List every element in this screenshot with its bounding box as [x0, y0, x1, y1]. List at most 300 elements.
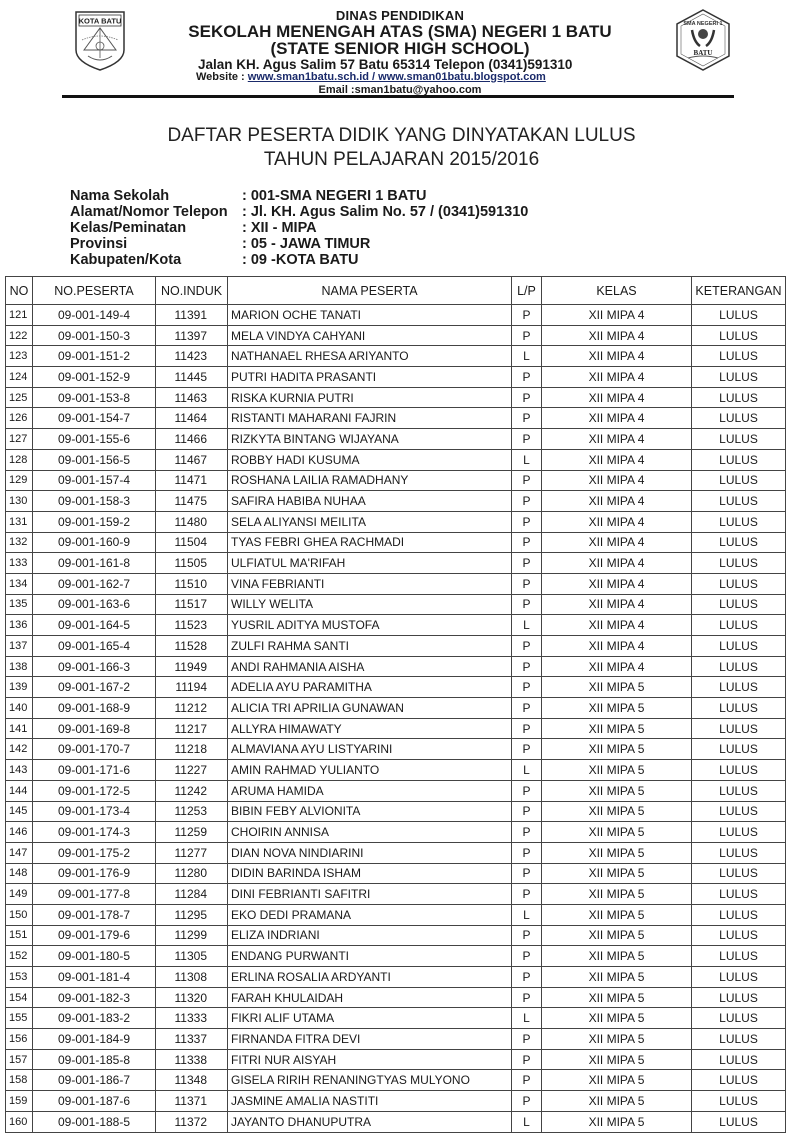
cell-kelas: XII MIPA 5: [542, 904, 692, 925]
cell-nama-peserta: RISTANTI MAHARANI FAJRIN: [228, 408, 512, 429]
info-value: : Jl. KH. Agus Salim No. 57 / (0341)591310: [242, 204, 529, 220]
info-value: : 05 - JAWA TIMUR: [242, 236, 371, 252]
cell-nama-peserta: ENDANG PURWANTI: [228, 946, 512, 967]
cell-kelas: XII MIPA 5: [542, 760, 692, 781]
cell-no-peserta: 09-001-188-5: [33, 1111, 156, 1132]
cell-no: 121: [6, 305, 33, 326]
cell-keterangan: LULUS: [692, 615, 786, 636]
table-row: [6, 511, 786, 532]
cell-no: 160: [6, 1111, 33, 1132]
cell-no-induk: 11391: [156, 305, 228, 326]
cell-no-peserta: 09-001-179-6: [33, 925, 156, 946]
cell-no: 134: [6, 573, 33, 594]
cell-no: 125: [6, 387, 33, 408]
cell-nama-peserta: YUSRIL ADITYA MUSTOFA: [228, 615, 512, 636]
cell-no: 155: [6, 1008, 33, 1029]
cell-no-induk: 11505: [156, 553, 228, 574]
info-row: [70, 188, 528, 204]
column-header-keterangan: KETERANGAN: [692, 277, 786, 305]
table-row: [6, 429, 786, 450]
cell-keterangan: LULUS: [692, 594, 786, 615]
cell-no: 139: [6, 677, 33, 698]
cell-lp: P: [512, 532, 542, 553]
cell-no-induk: 11467: [156, 449, 228, 470]
cell-nama-peserta: FIKRI ALIF UTAMA: [228, 1008, 512, 1029]
cell-no-induk: 11295: [156, 904, 228, 925]
info-label: Kabupaten/Kota: [70, 252, 182, 268]
cell-no-induk: 11348: [156, 1070, 228, 1091]
cell-kelas: XII MIPA 5: [542, 677, 692, 698]
cell-lp: P: [512, 967, 542, 988]
cell-lp: P: [512, 594, 542, 615]
table-row: [6, 863, 786, 884]
table-row: [6, 739, 786, 760]
cell-kelas: XII MIPA 5: [542, 822, 692, 843]
cell-no-induk: 11305: [156, 946, 228, 967]
school-name: SEKOLAH MENENGAH ATAS (SMA) NEGERI 1 BATU: [188, 22, 612, 41]
cell-nama-peserta: AMIN RAHMAD YULIANTO: [228, 760, 512, 781]
table-row: [6, 532, 786, 553]
cell-no-induk: 11227: [156, 760, 228, 781]
cell-no-induk: 11218: [156, 739, 228, 760]
cell-keterangan: LULUS: [692, 863, 786, 884]
cell-keterangan: LULUS: [692, 946, 786, 967]
column-header-no: NO: [6, 277, 33, 305]
cell-no-peserta: 09-001-158-3: [33, 491, 156, 512]
cell-no-peserta: 09-001-175-2: [33, 842, 156, 863]
cell-no-peserta: 09-001-162-7: [33, 573, 156, 594]
cell-nama-peserta: ZULFI RAHMA SANTI: [228, 636, 512, 657]
cell-keterangan: LULUS: [692, 532, 786, 553]
school-info: [70, 188, 528, 268]
info-label: Provinsi: [70, 236, 128, 252]
cell-no-induk: 11464: [156, 408, 228, 429]
cell-keterangan: LULUS: [692, 1091, 786, 1112]
cell-nama-peserta: MARION OCHE TANATI: [228, 305, 512, 326]
cell-no: 131: [6, 511, 33, 532]
cell-no-peserta: 09-001-180-5: [33, 946, 156, 967]
cell-no-peserta: 09-001-171-6: [33, 760, 156, 781]
cell-nama-peserta: ROBBY HADI KUSUMA: [228, 449, 512, 470]
cell-lp: L: [512, 904, 542, 925]
cell-lp: L: [512, 615, 542, 636]
info-row: [70, 236, 528, 252]
cell-no: 151: [6, 925, 33, 946]
cell-keterangan: LULUS: [692, 967, 786, 988]
cell-no: 145: [6, 801, 33, 822]
cell-no: 141: [6, 718, 33, 739]
table-body: [6, 305, 786, 1133]
cell-kelas: XII MIPA 4: [542, 367, 692, 388]
cell-no-induk: 11463: [156, 387, 228, 408]
cell-keterangan: LULUS: [692, 1029, 786, 1050]
cell-keterangan: LULUS: [692, 884, 786, 905]
cell-no-induk: 11194: [156, 677, 228, 698]
cell-kelas: XII MIPA 5: [542, 987, 692, 1008]
cell-no-peserta: 09-001-169-8: [33, 718, 156, 739]
cell-nama-peserta: SELA ALIYANSI MEILITA: [228, 511, 512, 532]
cell-nama-peserta: NATHANAEL RHESA ARIYANTO: [228, 346, 512, 367]
table-row: [6, 884, 786, 905]
cell-nama-peserta: FARAH KHULAIDAH: [228, 987, 512, 1008]
cell-kelas: XII MIPA 5: [542, 925, 692, 946]
cell-kelas: XII MIPA 4: [542, 511, 692, 532]
cell-no: 126: [6, 408, 33, 429]
website-label: Website :: [196, 70, 245, 83]
cell-keterangan: LULUS: [692, 739, 786, 760]
cell-kelas: XII MIPA 5: [542, 1029, 692, 1050]
title-line-1: DAFTAR PESERTA DIDIK YANG DINYATAKAN LULUS: [167, 125, 636, 146]
cell-no-induk: 11371: [156, 1091, 228, 1112]
cell-no-induk: 11517: [156, 594, 228, 615]
cell-keterangan: LULUS: [692, 511, 786, 532]
cell-kelas: XII MIPA 4: [542, 470, 692, 491]
school-email: Email :sman1batu@yahoo.com: [318, 83, 482, 96]
cell-keterangan: LULUS: [692, 429, 786, 450]
graduates-table: [5, 276, 786, 1133]
table-row: [6, 1111, 786, 1132]
cell-no: 156: [6, 1029, 33, 1050]
table-row: [6, 780, 786, 801]
cell-no-peserta: 09-001-183-2: [33, 1008, 156, 1029]
title-line-2: TAHUN PELAJARAN 2015/2016: [263, 149, 540, 170]
cell-nama-peserta: VINA FEBRIANTI: [228, 573, 512, 594]
cell-kelas: XII MIPA 4: [542, 553, 692, 574]
cell-kelas: XII MIPA 4: [542, 573, 692, 594]
cell-kelas: XII MIPA 4: [542, 429, 692, 450]
school-address: Jalan KH. Agus Salim 57 Batu 65314 Telepon (0341)591310: [198, 57, 573, 72]
cell-kelas: XII MIPA 5: [542, 780, 692, 801]
table-row: [6, 904, 786, 925]
cell-no-peserta: 09-001-152-9: [33, 367, 156, 388]
cell-nama-peserta: JASMINE AMALIA NASTITI: [228, 1091, 512, 1112]
table-row: [6, 760, 786, 781]
cell-keterangan: LULUS: [692, 491, 786, 512]
cell-kelas: XII MIPA 4: [542, 387, 692, 408]
cell-kelas: XII MIPA 4: [542, 636, 692, 657]
cell-nama-peserta: ELIZA INDRIANI: [228, 925, 512, 946]
cell-nama-peserta: BIBIN FEBY ALVIONITA: [228, 801, 512, 822]
cell-nama-peserta: EKO DEDI PRAMANA: [228, 904, 512, 925]
cell-no-peserta: 09-001-186-7: [33, 1070, 156, 1091]
cell-nama-peserta: ARUMA HAMIDA: [228, 780, 512, 801]
cell-keterangan: LULUS: [692, 656, 786, 677]
cell-lp: L: [512, 1008, 542, 1029]
table-row: [6, 367, 786, 388]
cell-nama-peserta: WILLY WELITA: [228, 594, 512, 615]
cell-kelas: XII MIPA 4: [542, 449, 692, 470]
cell-nama-peserta: ERLINA ROSALIA ARDYANTI: [228, 967, 512, 988]
cell-keterangan: LULUS: [692, 470, 786, 491]
cell-keterangan: LULUS: [692, 760, 786, 781]
cell-lp: L: [512, 449, 542, 470]
cell-no-peserta: 09-001-159-2: [33, 511, 156, 532]
cell-no-induk: 11299: [156, 925, 228, 946]
cell-keterangan: LULUS: [692, 842, 786, 863]
cell-kelas: XII MIPA 5: [542, 946, 692, 967]
table-row: [6, 801, 786, 822]
cell-no-peserta: 09-001-165-4: [33, 636, 156, 657]
cell-nama-peserta: ROSHANA LAILIA RAMADHANY: [228, 470, 512, 491]
cell-keterangan: LULUS: [692, 925, 786, 946]
table-row: [6, 1049, 786, 1070]
table-row: [6, 636, 786, 657]
cell-nama-peserta: CHOIRIN ANNISA: [228, 822, 512, 843]
info-label: Kelas/Peminatan: [70, 220, 187, 236]
table-row: [6, 822, 786, 843]
cell-no: 137: [6, 636, 33, 657]
column-header-no-peserta: NO.PESERTA: [33, 277, 156, 305]
column-header-nama-peserta: NAMA PESERTA: [228, 277, 512, 305]
cell-keterangan: LULUS: [692, 698, 786, 719]
cell-nama-peserta: GISELA RIRIH RENANINGTYAS MULYONO: [228, 1070, 512, 1091]
cell-nama-peserta: MELA VINDYA CAHYANI: [228, 325, 512, 346]
cell-lp: L: [512, 346, 542, 367]
cell-keterangan: LULUS: [692, 387, 786, 408]
cell-no-peserta: 09-001-161-8: [33, 553, 156, 574]
cell-keterangan: LULUS: [692, 780, 786, 801]
cell-no: 130: [6, 491, 33, 512]
cell-lp: L: [512, 1111, 542, 1132]
table-row: [6, 553, 786, 574]
emblem-bottom-text: BATU: [693, 49, 713, 57]
cell-nama-peserta: RISKA KURNIA PUTRI: [228, 387, 512, 408]
cell-no-peserta: 09-001-178-7: [33, 904, 156, 925]
cell-kelas: XII MIPA 5: [542, 1091, 692, 1112]
cell-no-induk: 11949: [156, 656, 228, 677]
column-header-no-induk: NO.INDUK: [156, 277, 228, 305]
cell-lp: P: [512, 636, 542, 657]
cell-no-peserta: 09-001-150-3: [33, 325, 156, 346]
cell-no-induk: 11480: [156, 511, 228, 532]
cell-no-induk: 11333: [156, 1008, 228, 1029]
cell-no-peserta: 09-001-184-9: [33, 1029, 156, 1050]
cell-no-induk: 11523: [156, 615, 228, 636]
cell-nama-peserta: TYAS FEBRI GHEA RACHMADI: [228, 532, 512, 553]
cell-no: 127: [6, 429, 33, 450]
cell-kelas: XII MIPA 5: [542, 1008, 692, 1029]
info-value: : 001-SMA NEGERI 1 BATU: [242, 188, 427, 204]
cell-nama-peserta: DIAN NOVA NINDIARINI: [228, 842, 512, 863]
cell-lp: P: [512, 305, 542, 326]
cell-keterangan: LULUS: [692, 1111, 786, 1132]
table-row: [6, 677, 786, 698]
cell-keterangan: LULUS: [692, 408, 786, 429]
cell-keterangan: LULUS: [692, 553, 786, 574]
cell-no-peserta: 09-001-173-4: [33, 801, 156, 822]
cell-no-induk: 11372: [156, 1111, 228, 1132]
cell-no: 123: [6, 346, 33, 367]
cell-no-peserta: 09-001-153-8: [33, 387, 156, 408]
cell-no-induk: 11445: [156, 367, 228, 388]
cell-kelas: XII MIPA 5: [542, 967, 692, 988]
cell-no-induk: 11212: [156, 698, 228, 719]
sma-negeri-1-batu-emblem-icon: [674, 8, 732, 72]
cell-kelas: XII MIPA 4: [542, 532, 692, 553]
letterhead: [0, 0, 803, 100]
cell-no: 157: [6, 1049, 33, 1070]
cell-no: 143: [6, 760, 33, 781]
cell-lp: P: [512, 1029, 542, 1050]
cell-lp: P: [512, 367, 542, 388]
table-row: [6, 387, 786, 408]
cell-lp: P: [512, 511, 542, 532]
cell-kelas: XII MIPA 5: [542, 801, 692, 822]
cell-lp: P: [512, 573, 542, 594]
cell-no-induk: 11277: [156, 842, 228, 863]
cell-kelas: XII MIPA 5: [542, 698, 692, 719]
cell-no-peserta: 09-001-149-4: [33, 305, 156, 326]
crest-label: KOTA BATU: [78, 16, 122, 26]
cell-keterangan: LULUS: [692, 718, 786, 739]
cell-no-induk: 11338: [156, 1049, 228, 1070]
kota-batu-crest-icon: [74, 10, 126, 72]
cell-no: 142: [6, 739, 33, 760]
cell-no-induk: 11510: [156, 573, 228, 594]
cell-keterangan: LULUS: [692, 822, 786, 843]
cell-no-induk: 11284: [156, 884, 228, 905]
table-row: [6, 967, 786, 988]
cell-no: 132: [6, 532, 33, 553]
website-links[interactable]: www.sman1batu.sch.id / www.sman01batu.blogspot.com: [247, 70, 546, 83]
cell-keterangan: LULUS: [692, 677, 786, 698]
cell-lp: P: [512, 842, 542, 863]
cell-lp: P: [512, 946, 542, 967]
table-header-row: [6, 277, 786, 305]
cell-lp: P: [512, 1091, 542, 1112]
cell-nama-peserta: JAYANTO DHANUPUTRA: [228, 1111, 512, 1132]
table-row: [6, 1029, 786, 1050]
column-header-kelas: KELAS: [542, 277, 692, 305]
cell-no-peserta: 09-001-172-5: [33, 780, 156, 801]
cell-kelas: XII MIPA 4: [542, 325, 692, 346]
info-value: : XII - MIPA: [242, 220, 317, 236]
table-row: [6, 491, 786, 512]
cell-no: 129: [6, 470, 33, 491]
cell-no: 146: [6, 822, 33, 843]
cell-keterangan: LULUS: [692, 636, 786, 657]
cell-no-induk: 11397: [156, 325, 228, 346]
cell-lp: L: [512, 760, 542, 781]
cell-keterangan: LULUS: [692, 346, 786, 367]
cell-no: 158: [6, 1070, 33, 1091]
cell-kelas: XII MIPA 5: [542, 863, 692, 884]
table-row: [6, 925, 786, 946]
cell-keterangan: LULUS: [692, 305, 786, 326]
cell-kelas: XII MIPA 5: [542, 842, 692, 863]
cell-nama-peserta: ANDI RAHMANIA AISHA: [228, 656, 512, 677]
cell-keterangan: LULUS: [692, 573, 786, 594]
website-line: [140, 72, 660, 83]
table-row: [6, 1091, 786, 1112]
cell-lp: P: [512, 863, 542, 884]
cell-no-peserta: 09-001-155-6: [33, 429, 156, 450]
cell-lp: P: [512, 739, 542, 760]
cell-no: 136: [6, 615, 33, 636]
cell-nama-peserta: ALICIA TRI APRILIA GUNAWAN: [228, 698, 512, 719]
cell-keterangan: LULUS: [692, 987, 786, 1008]
cell-lp: P: [512, 408, 542, 429]
letterhead-divider: [62, 95, 734, 98]
cell-lp: P: [512, 884, 542, 905]
table-row: [6, 1008, 786, 1029]
table-row: [6, 346, 786, 367]
cell-kelas: XII MIPA 5: [542, 1049, 692, 1070]
info-row: [70, 220, 528, 236]
cell-kelas: XII MIPA 4: [542, 346, 692, 367]
cell-keterangan: LULUS: [692, 1049, 786, 1070]
info-row: [70, 204, 528, 220]
cell-lp: P: [512, 987, 542, 1008]
cell-kelas: XII MIPA 5: [542, 718, 692, 739]
table-row: [6, 946, 786, 967]
table-row: [6, 470, 786, 491]
cell-no: 159: [6, 1091, 33, 1112]
cell-no-peserta: 09-001-176-9: [33, 863, 156, 884]
table-row: [6, 325, 786, 346]
cell-nama-peserta: ULFIATUL MA'RIFAH: [228, 553, 512, 574]
cell-no-peserta: 09-001-151-2: [33, 346, 156, 367]
cell-lp: P: [512, 491, 542, 512]
cell-keterangan: LULUS: [692, 1008, 786, 1029]
cell-no-peserta: 09-001-167-2: [33, 677, 156, 698]
cell-kelas: XII MIPA 5: [542, 1070, 692, 1091]
cell-no-induk: 11475: [156, 491, 228, 512]
cell-no: 133: [6, 553, 33, 574]
cell-no-induk: 11466: [156, 429, 228, 450]
cell-lp: P: [512, 429, 542, 450]
cell-no: 154: [6, 987, 33, 1008]
cell-no-peserta: 09-001-156-5: [33, 449, 156, 470]
cell-no-peserta: 09-001-154-7: [33, 408, 156, 429]
cell-nama-peserta: ADELIA AYU PARAMITHA: [228, 677, 512, 698]
table-row: [6, 305, 786, 326]
cell-keterangan: LULUS: [692, 449, 786, 470]
cell-keterangan: LULUS: [692, 904, 786, 925]
cell-keterangan: LULUS: [692, 367, 786, 388]
cell-no-peserta: 09-001-182-3: [33, 987, 156, 1008]
cell-no: 128: [6, 449, 33, 470]
cell-lp: P: [512, 925, 542, 946]
document-title: [0, 124, 803, 172]
column-header-lp: L/P: [512, 277, 542, 305]
cell-no-peserta: 09-001-170-7: [33, 739, 156, 760]
table-row: [6, 656, 786, 677]
cell-keterangan: LULUS: [692, 325, 786, 346]
cell-no-peserta: 09-001-166-3: [33, 656, 156, 677]
cell-no-peserta: 09-001-163-6: [33, 594, 156, 615]
table-row: [6, 594, 786, 615]
cell-nama-peserta: ALLYRA HIMAWATY: [228, 718, 512, 739]
cell-lp: P: [512, 677, 542, 698]
cell-keterangan: LULUS: [692, 1070, 786, 1091]
cell-nama-peserta: FITRI NUR AISYAH: [228, 1049, 512, 1070]
cell-nama-peserta: RIZKYTA BINTANG WIJAYANA: [228, 429, 512, 450]
table-row: [6, 987, 786, 1008]
cell-lp: P: [512, 780, 542, 801]
cell-kelas: XII MIPA 4: [542, 594, 692, 615]
cell-kelas: XII MIPA 5: [542, 1111, 692, 1132]
cell-no: 140: [6, 698, 33, 719]
cell-lp: P: [512, 553, 542, 574]
table-row: [6, 449, 786, 470]
cell-kelas: XII MIPA 4: [542, 408, 692, 429]
info-value: : 09 -KOTA BATU: [242, 252, 359, 268]
cell-nama-peserta: FIRNANDA FITRA DEVI: [228, 1029, 512, 1050]
cell-no-peserta: 09-001-164-5: [33, 615, 156, 636]
cell-no: 144: [6, 780, 33, 801]
cell-no: 147: [6, 842, 33, 863]
